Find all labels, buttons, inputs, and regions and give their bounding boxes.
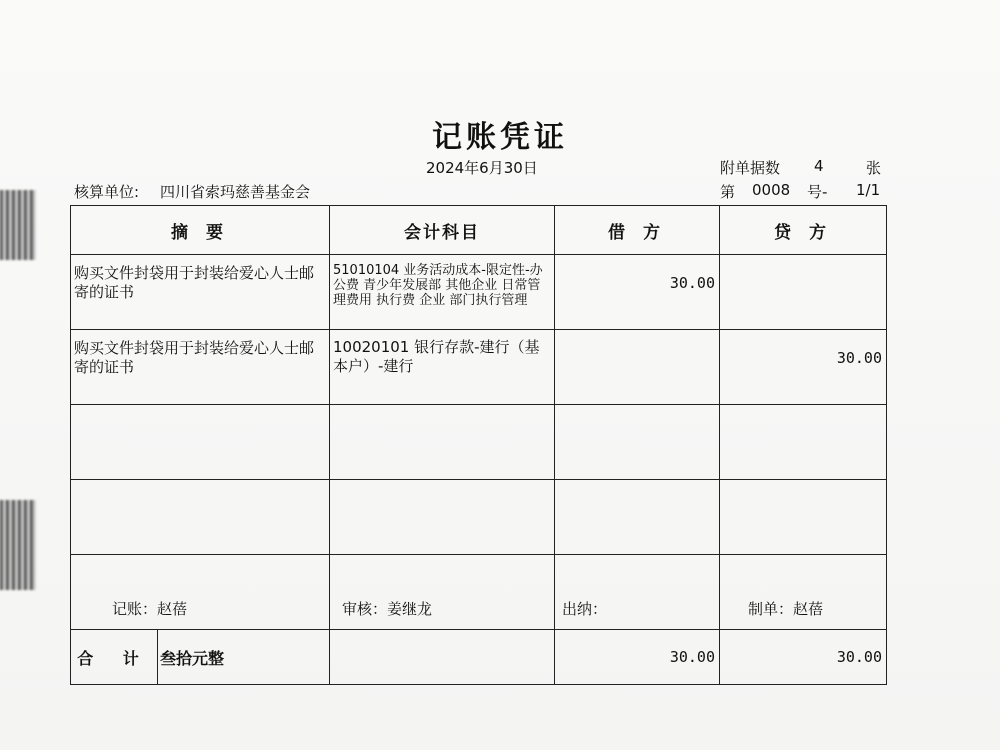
row-summary (71, 480, 330, 555)
table-row (71, 255, 887, 330)
voucher-number: 0008 (752, 181, 791, 199)
row-credit (720, 255, 887, 330)
voucher-page: 1/1 (856, 181, 881, 199)
preparer-signature: 制单：赵蓓 (748, 600, 824, 618)
row-summary (71, 555, 330, 630)
total-account-empty (330, 630, 555, 685)
table-row (71, 405, 887, 480)
attachment-count: 4 (814, 157, 824, 175)
header-credit: 贷 方 (720, 206, 887, 255)
row-credit (720, 480, 887, 555)
header-summary: 摘 要 (71, 206, 330, 255)
cashier-signature: 出纳： (562, 600, 608, 618)
total-debit: 30.00 (555, 630, 720, 685)
row-summary: 购买文件封袋用于封装给爱心人士邮寄的证书 (71, 255, 330, 330)
attachment-unit: 张 (866, 159, 882, 177)
unit-label: 核算单位: (74, 183, 140, 201)
voucher-number-suffix: 号- (807, 183, 828, 201)
scan-artifact (0, 190, 36, 260)
total-cell (71, 630, 330, 685)
row-account (330, 405, 555, 480)
header-account: 会计科目 (330, 206, 555, 255)
table-header-row (71, 206, 887, 255)
bookkeeper-signature: 记账：赵蓓 (112, 600, 188, 618)
voucher-number-prefix: 第 (720, 183, 736, 201)
row-summary (71, 405, 330, 480)
reviewer-signature: 审核：姜继龙 (342, 600, 433, 618)
unit-name: 四川省索玛慈善基金会 (160, 183, 311, 201)
row-credit (720, 405, 887, 480)
row-summary: 购买文件封袋用于封装给爱心人士邮寄的证书 (71, 330, 330, 405)
total-amount-words: 叁拾元整 (160, 648, 225, 668)
row-credit: 30.00 (720, 330, 887, 405)
table-row (71, 330, 887, 405)
row-debit (555, 405, 720, 480)
attachment-label: 附单据数 (720, 159, 781, 177)
row-account: 10020101 银行存款-建行（基本户）-建行 (330, 330, 555, 405)
row-debit: 30.00 (555, 255, 720, 330)
total-credit: 30.00 (720, 630, 887, 685)
table-row (71, 480, 887, 555)
voucher-date: 2024年6月30日 (426, 159, 538, 177)
row-debit (555, 480, 720, 555)
voucher-title: 记账凭证 (432, 120, 568, 155)
total-row (71, 630, 887, 685)
row-account (330, 480, 555, 555)
row-account: 51010104 业务活动成本-限定性-办公费 青少年发展部 其他企业 日常管理费用 执行费 企业 部门执行管理 (330, 255, 555, 330)
total-label: 合 计 (71, 630, 158, 684)
header-debit: 借 方 (555, 206, 720, 255)
scan-artifact (0, 500, 36, 590)
row-debit (555, 330, 720, 405)
